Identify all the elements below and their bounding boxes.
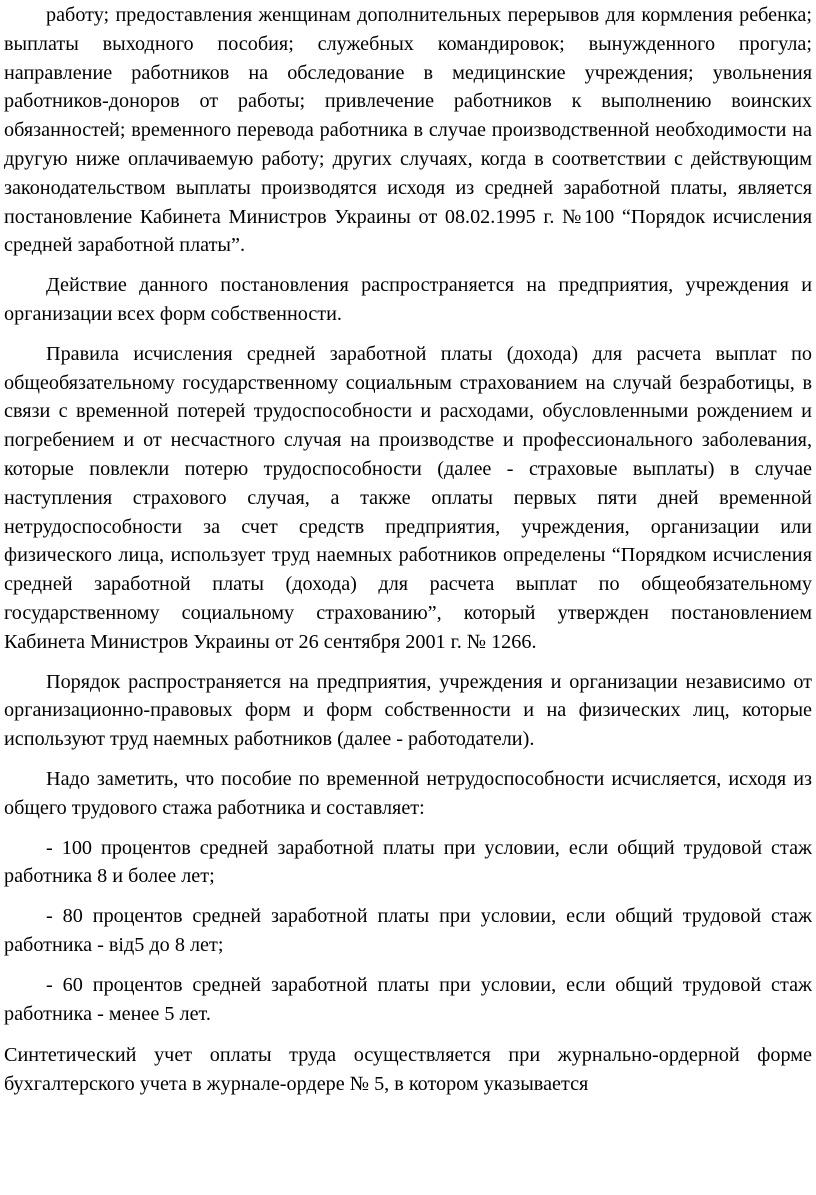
paragraph-continuation: работу; предоставления женщинам дополнительных перерывов для кормления ребенка; выплаты выходного пособия; служебных командировок; вынужденного прогула; направление работников на обследование в медицинские учреждения; увольнения работников-доноров от работы; привлечение работников к выполнению воинских обязанностей; временного перевода работника в случае производственной необходимости на другую ниже оплачиваемую работу; других случаях, когда в соответствии с действующим законодательством выплаты производятся исходя из средней заработной платы, является постановление Кабинета Министров Украины от 08.02.1995 г. №100 “Порядок исчисления средней заработной платы”.	[4, 4, 812, 257]
paragraph-benefit-intro: Надо заметить, что пособие по временной нетрудоспособности исчисляется, исходя из общего трудового стажа работника и составляет:	[4, 767, 812, 819]
paragraph-synthetic-accounting: Синтетический учет оплаты труда осуществляется при журнально-ордерной форме бухгалтерского учета в журнале-ордере № 5, в котором указывается	[4, 1044, 812, 1096]
paragraph-procedure: Порядок распространяется на предприятия, учреждения и организации независимо от организационно-правовых форм и форм собственности и на физических лиц, которые используют труд наемных работников (далее - работодатели).	[4, 670, 812, 751]
list-item-60-percent: - 60 процентов средней заработной платы при условии, если общий трудовой стаж работника - менее 5 лет.	[4, 973, 812, 1025]
list-item-80-percent: - 80 процентов средней заработной платы при условии, если общий трудовой стаж работника - від5 до 8 лет;	[4, 905, 812, 956]
paragraph-rules: Правила исчисления средней заработной платы (дохода) для расчета выплат по общеобязательному государственному социальным страхованием на случай безработицы, в связи с временной потерей трудоспособности и расходами, обусловленными рождением и погребением и от несчастного случая на производстве и профессионального заболевания, которые повлекли потерю трудоспособности (далее - страховые выплаты) в случае наступления страхового случая, а также оплаты первых пяти дней временной нетрудоспособности за счет средств предприятия, учреждения, организации или физического лица, использует труд наемных работников определены “Порядком исчисления средней заработной платы (дохода) для расчета выплат по общеобязательному государственному социальному страхованию”, который утвержден постановлением Кабинета Министров Украины от 26 сентября 2001 г. № 1266.	[4, 342, 812, 653]
paragraph-scope: Действие данного постановления распространяется на предприятия, учреждения и организации всех форм собственности.	[4, 274, 812, 325]
list-item-100-percent: - 100 процентов средней заработной платы при условии, если общий трудовой стаж работника 8 и более лет;	[4, 836, 812, 888]
